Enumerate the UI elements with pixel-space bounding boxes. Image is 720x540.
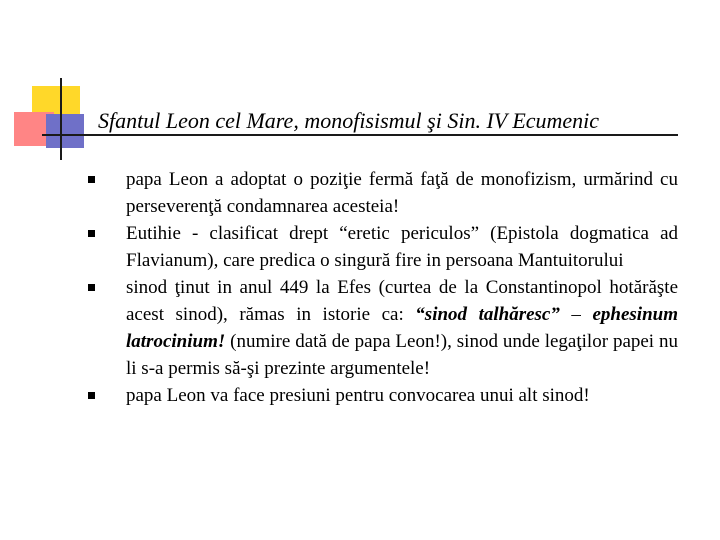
- bullet-text-part: (numire dată de papa Leon!), sinod unde legaţilor papei nu li s-a permis să-şi prezinte argumentele!: [126, 331, 678, 379]
- decor-blue-square: [46, 114, 84, 148]
- square-bullet-icon: [88, 230, 95, 237]
- bullet-item-2: [88, 220, 678, 274]
- bullet-text: papa Leon a adoptat o poziţie fermă faţă de monofizism, urmărind cu perseverenţă condamnarea acesteia!: [126, 169, 678, 217]
- bullet-item-3: [88, 274, 678, 382]
- square-bullet-icon: [88, 284, 95, 291]
- bullet-text: papa Leon va face presiuni pentru convocarea unui alt sinod!: [126, 385, 590, 406]
- square-bullet-icon: [88, 392, 95, 399]
- bullet-text-part: sinod ţinut in anul 449 la Efes (curtea de la Constantinopol hotărăşte acest sinod), rămas in istorie ca:: [126, 277, 678, 325]
- bullet-text: Eutihie - clasificat drept “eretic periculos” (Epistola dogmatica ad Flavianum), care predica o singură fire in persoana Mantuitorului: [126, 223, 678, 271]
- title-underline: [42, 134, 678, 136]
- bullet-text-part: –: [559, 304, 593, 325]
- bullet-list: [88, 166, 678, 409]
- decor-vertical-line: [60, 78, 62, 160]
- emphasis-sinod-talharesc: “sinod talhăresc”: [415, 304, 560, 325]
- emphasis-ephesinum-latrocinium: ephesinum latrocinium!: [126, 304, 678, 352]
- square-bullet-icon: [88, 176, 95, 183]
- bullet-item-4: [88, 382, 678, 409]
- bullet-item-1: [88, 166, 678, 220]
- slide-title: Sfantul Leon cel Mare, monofisismul şi Sin. IV Ecumenic: [98, 108, 600, 133]
